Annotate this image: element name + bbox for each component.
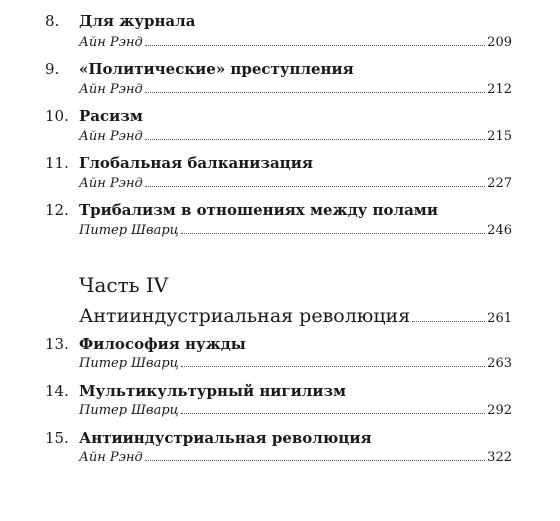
part-heading: Часть IV xyxy=(79,273,169,297)
page-number: 246 xyxy=(487,223,512,238)
page-number: 212 xyxy=(487,82,512,97)
author-line xyxy=(79,355,512,371)
page-number: 263 xyxy=(487,356,512,371)
author-line xyxy=(79,81,512,97)
author-line xyxy=(79,402,512,418)
dot-leader xyxy=(145,34,485,46)
author-line xyxy=(79,175,512,191)
entry-number: 12. xyxy=(45,201,69,219)
entry-author: Айн Рэнд xyxy=(79,35,143,50)
entry-title: Для журнала xyxy=(79,12,196,30)
part-title-line xyxy=(79,305,512,327)
page-number: 292 xyxy=(487,403,512,418)
entry-author: Айн Рэнд xyxy=(79,129,143,144)
entry-title: «Политические» преступления xyxy=(79,60,354,78)
entry-number: 10. xyxy=(45,107,69,125)
author-line xyxy=(79,449,512,465)
dot-leader xyxy=(181,222,485,234)
dot-leader xyxy=(145,81,485,93)
author-line xyxy=(79,128,512,144)
dot-leader xyxy=(181,355,485,367)
author-line xyxy=(79,34,512,50)
dot-leader xyxy=(145,128,485,140)
entry-number: 13. xyxy=(45,335,69,353)
page-number: 261 xyxy=(487,311,512,326)
page-number: 322 xyxy=(487,450,512,465)
entry-author: Питер Шварц xyxy=(79,223,179,238)
entry-author: Айн Рэнд xyxy=(79,450,143,465)
entry-title: Антииндустриальная революция xyxy=(79,429,372,447)
entry-author: Айн Рэнд xyxy=(79,82,143,97)
entry-author: Питер Шварц xyxy=(79,403,179,418)
dot-leader xyxy=(145,449,485,461)
entry-title: Философия нужды xyxy=(79,335,246,353)
entry-number: 11. xyxy=(45,154,69,172)
page-number: 227 xyxy=(487,176,512,191)
author-line xyxy=(79,222,512,238)
dot-leader xyxy=(412,310,485,322)
part-title: Антииндустриальная революция xyxy=(79,305,411,327)
entry-number: 14. xyxy=(45,382,69,400)
page-number: 215 xyxy=(487,129,512,144)
entry-number: 8. xyxy=(45,12,60,30)
entry-title: Глобальная балканизация xyxy=(79,154,313,172)
entry-number: 15. xyxy=(45,429,69,447)
dot-leader xyxy=(145,175,485,187)
dot-leader xyxy=(181,402,485,414)
entry-title: Мультикультурный нигилизм xyxy=(79,382,347,400)
entry-title: Расизм xyxy=(79,107,143,125)
page-number: 209 xyxy=(487,35,512,50)
entry-author: Айн Рэнд xyxy=(79,176,143,191)
entry-title: Трибализм в отношениях между полами xyxy=(79,201,438,219)
entry-author: Питер Шварц xyxy=(79,356,179,371)
entry-number: 9. xyxy=(45,60,60,78)
